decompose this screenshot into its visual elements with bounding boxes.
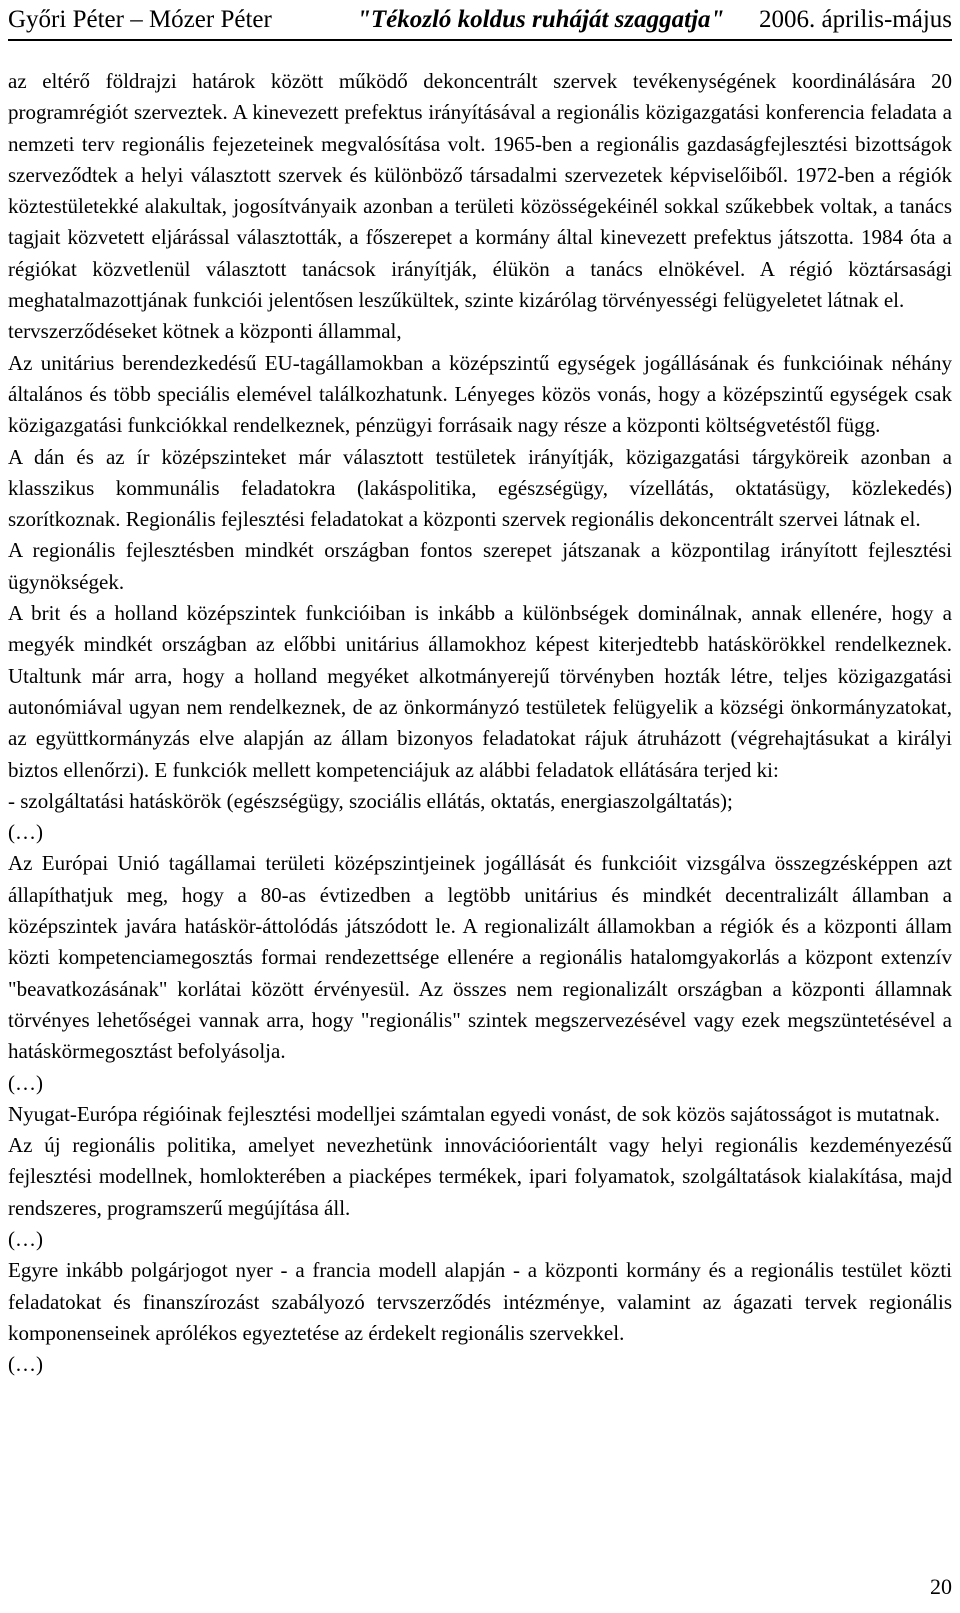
header-title: "Tékozló koldus ruháját szaggatja" <box>357 6 725 33</box>
ellipsis: (…) <box>8 820 43 845</box>
document-body <box>8 66 952 1380</box>
ellipsis: (…) <box>8 1070 43 1095</box>
paragraph: tervszerződéseket kötnek a központi állammal, <box>8 319 402 344</box>
paragraph: Egyre inkább polgárjogot nyer - a francia modell alapján - a központi kormány és a regionális testület közti feladatokat és finanszírozást szabályozó tervszerződés intézménye, valamint az ágazati tervek regionális komponenseinek aprólékos egyeztetése az érdekelt regionális szervekkel. <box>8 1258 952 1345</box>
paragraph: Az Európai Unió tagállamai területi középszintjeinek jogállását és funkcióit vizsgálva összegzésképpen azt állapíthatjuk meg, hogy a 80-as évtizedben a legtöbb unitárius és mindkét decentralizált államban a középszintek javára hatáskör-áttolódás játszódott le. A regionalizált államokban a régiók és a központi állam közti kompetenciamegosztás formai rendezettsége ellenére a regionális hatalomgyakorlás a központ extenzív "beavatkozásának" korlátai között érvényesül. Az összes nem regionalizált országban a központi államnak törvényes lehetőségei vannak arra, hogy "regionális" szintek megszervezésével vagy ezek megszüntetésével a hatáskörmegosztást befolyásolja. <box>8 851 952 1064</box>
paragraph: A dán és az ír középszinteket már választott testületek irányítják, közigazgatási tárgyköreik azonban a klasszikus kommunális feladatokra (lakáspolitika, egészségügy, vízellátás, oktatásügy, közlekedés) szorítkoznak. Regionális fejlesztési feladatokat a központi szervek regionális dekoncentrált szervei látnak el. <box>8 444 952 532</box>
paragraph: - szolgáltatási hatáskörök (egészségügy, szociális ellátás, oktatás, energiaszolgáltatás); <box>8 788 733 813</box>
page-header <box>8 4 952 38</box>
page-number: 20 <box>930 1574 952 1599</box>
header-date: 2006. április-május <box>758 6 952 33</box>
ellipsis: (…) <box>8 1352 43 1377</box>
header-author: Győri Péter – Mózer Péter <box>8 6 272 33</box>
paragraph: A regionális fejlesztésben mindkét országban fontos szerepet játszanak a központilag irányított fejlesztési ügynökségek. <box>8 538 952 594</box>
paragraph: az eltérő földrajzi határok között működő dekoncentrált szervek tevékenységének koordinálására 20 programrégiót szerveztek. A kinevezett prefektus irányításával a regionális közigazgatási konferencia feladata a nemzeti terv regionális fejezeteinek megvalósítása volt. 1965-ben a regionális gazdaságfejlesztési bizottságok szerveződtek a helyi választott szervek és különböző társadalmi szervezetek képviselőiből. 1972-ben a régiók köztestületekké alakultak, jogosítványaik azonban a területi közösségekéinél sokkal szűkebbek voltak, a tanács tagjait közvetett eljárással választották, a főszerepet a kormány által kinevezett prefektus játszotta. 1984 óta a régiókat közvetlenül választott tanácsok irányítják, élükön a tanács elnökével. A régió köztársasági meghatalmazottjának funkciói jelentősen leszűkültek, szinte kizárólag törvényességi felügyeletet látnak el. <box>8 69 952 313</box>
paragraph: A brit és a holland középszintek funkcióiban is inkább a különbségek dominálnak, annak ellenére, hogy a megyék mindkét országban az előbbi unitárius államokhoz képest kiterjedtebb hatáskörökkel rendelkeznek. Utaltunk már arra, hogy a holland megyéket alkotmányerejű törvényben hozták létre, teljes közigazgatási autonómiával ugyan nem rendelkeznek, de az önkormányzó testületek felügyelik a községi önkormányzatokat, az együttkormányzás elve alapján az állam bizonyos feladatokat rájuk átruházott (végrehajtásukat a királyi biztos ellenőrzi). E funkciók mellett kompetenciájuk az alábbi feladatok ellátására terjed ki: <box>8 601 952 782</box>
paragraph: Nyugat-Európa régióinak fejlesztési modelljei számtalan egyedi vonást, de sok közös sajátosságot is mutatnak. <box>8 1101 940 1126</box>
paragraph: Az unitárius berendezkedésű EU-tagállamokban a középszintű egységek jogállásának és funkcióinak néhány általános és több speciális elemével találkozhatunk. Lényeges közös vonás, hogy a középszintű egységek csak közigazgatási funkciókkal rendelkeznek, pénzügyi forrásaik nagy része a központi költségvetéstől függ. <box>8 350 952 438</box>
header-rule <box>8 39 952 41</box>
ellipsis: (…) <box>8 1226 43 1251</box>
paragraph: Az új regionális politika, amelyet nevezhetünk innovációorientált vagy helyi regionális kezdeményezésű fejlesztési modellnek, homlokterében a piacképes termékek, ipari folyamatok, szolgáltatások kialakítása, majd rendszeres, programszerű megújítása áll. <box>8 1133 952 1220</box>
